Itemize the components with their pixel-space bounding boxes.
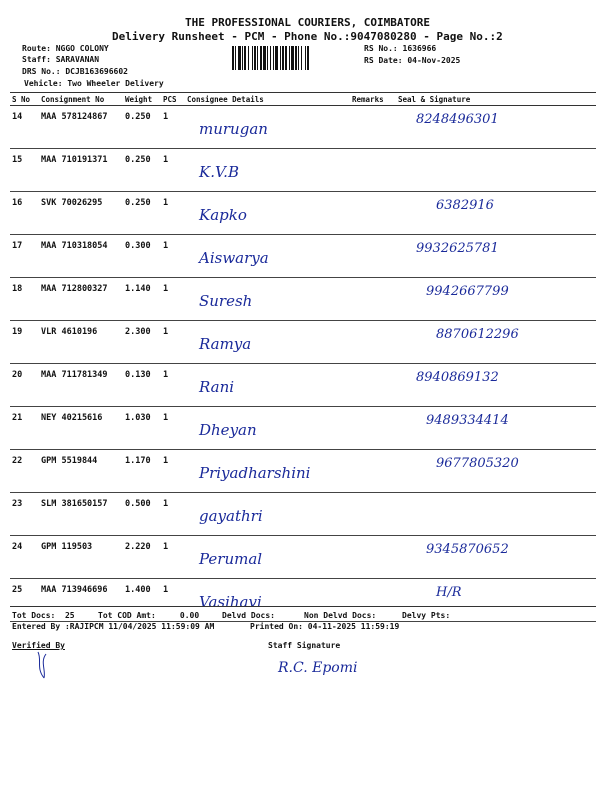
- rs-number: RS No.: 1636966: [364, 44, 437, 53]
- row-pcs: 1: [161, 536, 185, 579]
- row-consignee-details: [185, 407, 350, 450]
- row-weight: 1.400: [123, 579, 161, 622]
- row-remarks: [350, 321, 396, 364]
- verified-signature-mark: [34, 650, 50, 680]
- col-sno: S No: [10, 93, 39, 106]
- staff-label: Staff: SARAVANAN: [22, 55, 100, 64]
- row-consignment-no: MAA 713946696: [39, 579, 123, 622]
- consignee-handwritten-name: Rani: [199, 378, 235, 396]
- consignee-handwritten-name: Suresh: [199, 292, 253, 310]
- row-pcs: 1: [161, 321, 185, 364]
- row-pcs: 1: [161, 364, 185, 407]
- row-sno: 17: [10, 235, 39, 278]
- row-weight: 1.140: [123, 278, 161, 321]
- col-weight: Weight: [123, 93, 161, 106]
- row-seal-signature: [396, 106, 596, 149]
- row-sno: 15: [10, 149, 39, 192]
- table-row: [10, 149, 596, 192]
- col-remarks: Remarks: [350, 93, 396, 106]
- row-sno: 18: [10, 278, 39, 321]
- table-row: [10, 450, 596, 493]
- row-pcs: 1: [161, 407, 185, 450]
- row-remarks: [350, 235, 396, 278]
- signature-handwritten-text: 8870612296: [436, 327, 519, 342]
- row-remarks: [350, 407, 396, 450]
- signature-handwritten-text: 9489334414: [426, 413, 509, 428]
- row-seal-signature: [396, 407, 596, 450]
- row-remarks: [350, 364, 396, 407]
- signature-handwritten-text: 9932625781: [416, 241, 499, 256]
- company-title: THE PROFESSIONAL COURIERS, COIMBATORE: [185, 16, 431, 29]
- row-weight: 0.250: [123, 149, 161, 192]
- row-consignee-details: [185, 192, 350, 235]
- row-weight: 0.300: [123, 235, 161, 278]
- row-remarks: [350, 192, 396, 235]
- table-row: [10, 536, 596, 579]
- barcode-image: [232, 46, 360, 70]
- route-label: Route: NGGO COLONY: [22, 44, 109, 53]
- table-row: [10, 235, 596, 278]
- row-seal-signature: [396, 536, 596, 579]
- col-pcs: PCS: [161, 93, 185, 106]
- row-consignment-no: SLM 381650157: [39, 493, 123, 536]
- consignee-handwritten-name: K.V.B: [199, 163, 239, 181]
- row-remarks: [350, 536, 396, 579]
- row-sno: 22: [10, 450, 39, 493]
- row-consignment-no: VLR 4610196: [39, 321, 123, 364]
- row-remarks: [350, 278, 396, 321]
- row-weight: 0.500: [123, 493, 161, 536]
- signature-handwritten-text: 8248496301: [416, 112, 499, 127]
- row-seal-signature: [396, 278, 596, 321]
- signature-handwritten-text: H/R: [436, 585, 462, 600]
- row-sno: 21: [10, 407, 39, 450]
- consignee-handwritten-name: Perumal: [199, 550, 263, 568]
- row-consignment-no: MAA 710191371: [39, 149, 123, 192]
- consignee-handwritten-name: Dheyan: [199, 421, 257, 439]
- table-row: [10, 321, 596, 364]
- signature-handwritten-text: 9942667799: [426, 284, 509, 299]
- row-remarks: [350, 450, 396, 493]
- row-sno: 19: [10, 321, 39, 364]
- row-seal-signature: [396, 321, 596, 364]
- row-sno: 25: [10, 579, 39, 622]
- row-consignee-details: [185, 364, 350, 407]
- row-consignee-details: [185, 278, 350, 321]
- row-pcs: 1: [161, 106, 185, 149]
- row-sno: 14: [10, 106, 39, 149]
- col-consignee: Consignee Details: [185, 93, 350, 106]
- table-row: [10, 106, 596, 149]
- row-consignee-details: [185, 235, 350, 278]
- rs-date: RS Date: 04-Nov-2025: [364, 56, 461, 65]
- row-remarks: [350, 149, 396, 192]
- staff-signature-label: Staff Signature: [268, 641, 341, 650]
- row-pcs: 1: [161, 149, 185, 192]
- row-consignment-no: SVK 70026295: [39, 192, 123, 235]
- col-consignment: Consignment No: [39, 93, 123, 106]
- consignee-handwritten-name: Priyadharshini: [199, 464, 311, 482]
- footer-divider: [10, 606, 596, 607]
- row-pcs: 1: [161, 192, 185, 235]
- row-seal-signature: [396, 450, 596, 493]
- row-sno: 16: [10, 192, 39, 235]
- row-consignment-no: MAA 711781349: [39, 364, 123, 407]
- row-seal-signature: [396, 235, 596, 278]
- table-header-row: [10, 93, 596, 106]
- row-weight: 1.030: [123, 407, 161, 450]
- row-seal-signature: [396, 364, 596, 407]
- row-weight: 2.220: [123, 536, 161, 579]
- row-consignment-no: MAA 578124867: [39, 106, 123, 149]
- tot-cod-amt: Tot COD Amt: 0.00: [98, 611, 200, 620]
- row-pcs: 1: [161, 278, 185, 321]
- staff-signature-hand: R.C. Epomi: [278, 660, 358, 676]
- row-consignee-details: [185, 321, 350, 364]
- row-seal-signature: [396, 149, 596, 192]
- verified-by-label: Verified By: [12, 641, 65, 650]
- row-pcs: 1: [161, 579, 185, 622]
- table-row: [10, 407, 596, 450]
- consignee-handwritten-name: gayathri: [199, 507, 263, 525]
- row-remarks: [350, 106, 396, 149]
- row-consignment-no: MAA 712800327: [39, 278, 123, 321]
- printed-on: Printed On: 04-11-2025 11:59:19: [250, 622, 400, 631]
- delvy-pts: Delvy Pts:: [402, 611, 451, 620]
- consignee-handwritten-name: Ramya: [199, 335, 252, 353]
- signature-handwritten-text: 9345870652: [426, 542, 509, 557]
- row-consignee-details: [185, 536, 350, 579]
- row-weight: 0.250: [123, 192, 161, 235]
- row-remarks: [350, 493, 396, 536]
- row-weight: 1.170: [123, 450, 161, 493]
- row-weight: 0.130: [123, 364, 161, 407]
- table-row: [10, 364, 596, 407]
- consignee-handwritten-name: Vasihavi: [199, 593, 262, 611]
- table-row: [10, 493, 596, 536]
- row-consignment-no: NEY 40215616: [39, 407, 123, 450]
- row-consignee-details: [185, 149, 350, 192]
- row-sno: 23: [10, 493, 39, 536]
- consignee-handwritten-name: murugan: [199, 120, 268, 138]
- col-seal-signature: Seal & Signature: [396, 93, 596, 106]
- row-weight: 2.300: [123, 321, 161, 364]
- tot-docs: Tot Docs: 25: [12, 611, 75, 620]
- consignee-handwritten-name: Kapko: [199, 206, 247, 224]
- signature-handwritten-text: 8940869132: [416, 370, 499, 385]
- row-consignee-details: [185, 450, 350, 493]
- delvd-docs: Delvd Docs:: [222, 611, 275, 620]
- consignee-handwritten-name: Aiswarya: [199, 249, 269, 267]
- row-consignee-details: [185, 493, 350, 536]
- row-consignee-details: [185, 106, 350, 149]
- row-weight: 0.250: [123, 106, 161, 149]
- non-delvd-docs: Non Delvd Docs:: [304, 611, 377, 620]
- table-row: [10, 278, 596, 321]
- row-consignment-no: MAA 710318054: [39, 235, 123, 278]
- row-pcs: 1: [161, 450, 185, 493]
- runsheet-table: [10, 92, 596, 622]
- drs-number: DRS No.: DCJB163696602: [22, 67, 128, 76]
- row-consignment-no: GPM 119503: [39, 536, 123, 579]
- row-seal-signature: [396, 192, 596, 235]
- runsheet-subtitle: Delivery Runsheet - PCM - Phone No.:9047080280 - Page No.:2: [112, 30, 503, 43]
- vehicle-label: Vehicle: Two Wheeler Delivery: [24, 79, 164, 88]
- row-seal-signature: [396, 493, 596, 536]
- row-consignment-no: GPM 5519844: [39, 450, 123, 493]
- signature-handwritten-text: 9677805320: [436, 456, 519, 471]
- table-row: [10, 192, 596, 235]
- row-pcs: 1: [161, 493, 185, 536]
- entered-by: Entered By :RAJIPCM 11/04/2025 11:59:09 AM: [12, 622, 215, 631]
- row-pcs: 1: [161, 235, 185, 278]
- row-sno: 24: [10, 536, 39, 579]
- row-sno: 20: [10, 364, 39, 407]
- signature-handwritten-text: 6382916: [436, 198, 494, 213]
